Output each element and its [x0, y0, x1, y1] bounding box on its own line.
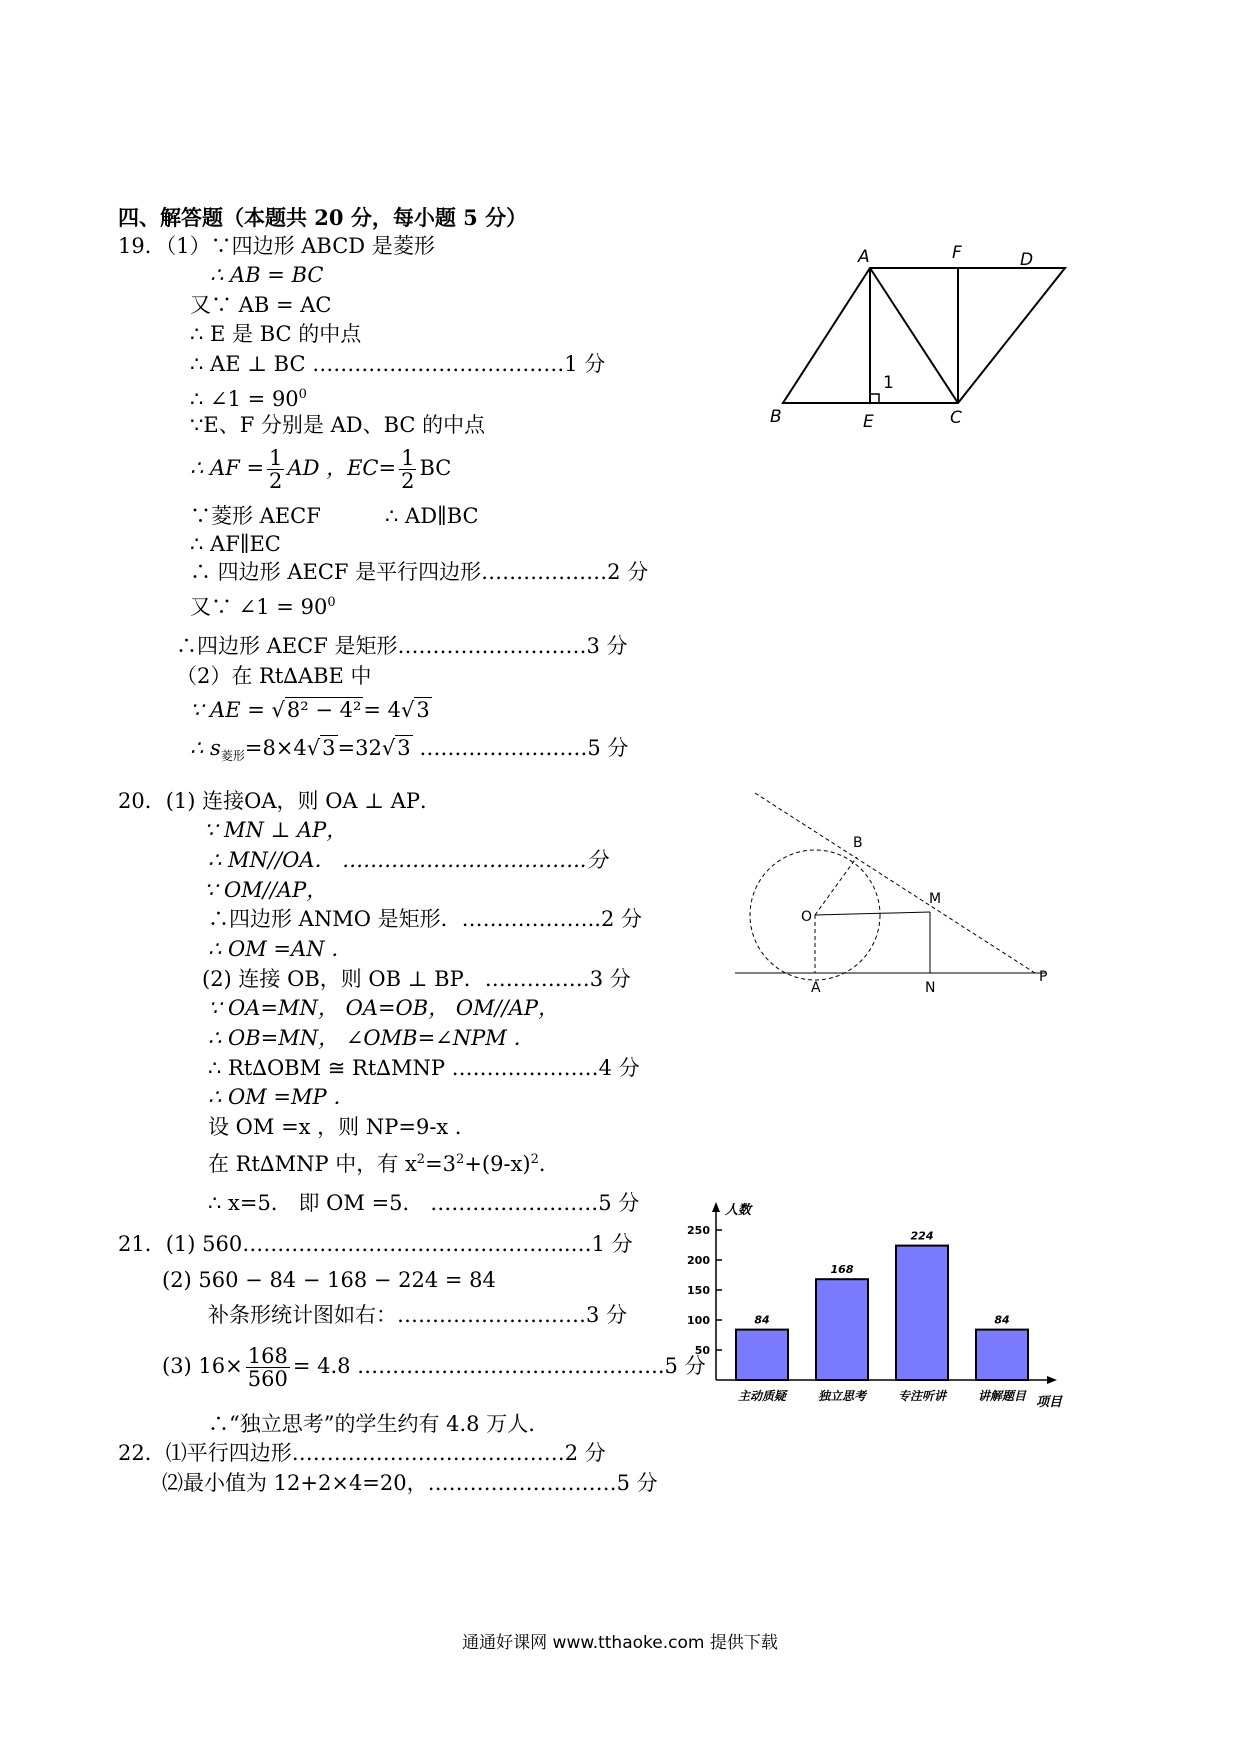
fraction [399, 447, 416, 492]
sup: 2 [530, 1152, 539, 1167]
numerator: 1 [401, 446, 415, 470]
y-tick-label: 100 [687, 1314, 710, 1327]
q20-line: ∴ MN//OA． ……………………………..分 [208, 848, 608, 872]
q20-line: ∵ OM//AP， [204, 878, 328, 902]
q19-ae: ∵ AE = [190, 698, 265, 722]
q19-line: ∵菱形 AECF [190, 504, 321, 528]
q20-line: ∴ x=5． 即 OM =5． ……………………5 分 [208, 1191, 640, 1215]
label-p: P [1039, 969, 1048, 985]
x-axis-label: 项目 [1036, 1395, 1063, 1410]
q19-line [190, 381, 307, 413]
label-angle-1: 1 [883, 373, 894, 393]
sqrt-expression: 3 [322, 736, 336, 760]
category-label: 专注听讲 [897, 1389, 947, 1403]
q20-line: (2) 连接 OB，则 OB ⊥ BP．……………3 分 [202, 967, 631, 991]
q20-eq: =3 [425, 1152, 457, 1176]
sup: 2 [456, 1152, 465, 1167]
q20-line: ∴ Rt∆OBM ≅ Rt∆MNP …………………4 分 [208, 1056, 640, 1080]
q20-line: ∵ MN ⊥ AP， [204, 818, 348, 842]
q21-expr: (3) 16× [162, 1354, 243, 1378]
q21-line: 21．(1) 560………………………………………..…1 分 [118, 1232, 633, 1256]
rhombus-shape [783, 268, 1065, 403]
q19-eq: = 4 [363, 698, 402, 722]
q19-line: 又∵ AB = AC [190, 293, 332, 317]
q19-line: ∴ AD∥BC [385, 504, 479, 528]
label-c: C [950, 408, 962, 428]
category-label: 主动质疑 [737, 1389, 787, 1403]
q19-area: =32 [337, 736, 382, 760]
q19-line: ∴ $s_{菱形}=8\times 4√3=32√3$ ……………………5 分 [190, 736, 629, 764]
y-tick-label: 150 [687, 1284, 710, 1297]
right-angle-mark [870, 394, 879, 403]
q19-ad: AD ，EC= [287, 456, 397, 480]
bar [976, 1330, 1028, 1380]
category-label: 讲解题目 [977, 1389, 1027, 1403]
label-b: B [770, 407, 782, 427]
q19-line: （2）在 Rt∆ABE 中 [176, 664, 372, 688]
y-tick-label: 50 [694, 1344, 710, 1357]
q19-angle-sup: 0 [327, 595, 336, 610]
footer-source: 通通好课网 www.tthaoke.com 提供下载 [462, 1633, 778, 1653]
q21-line: 补条形统计图如右：………………………3 分 [208, 1303, 628, 1327]
label-o: O [801, 909, 813, 925]
q19-line: ∴四边形 AECF 是矩形………………………3 分 [176, 634, 628, 658]
numerator: 1 [269, 446, 283, 470]
q19-line [190, 589, 336, 621]
bar-value-label: 224 [910, 1229, 934, 1243]
q19-line: 19．（1）∵四边形 ABCD 是菱形 [118, 234, 435, 258]
label-a: A [858, 247, 870, 267]
x-axis-arrow [1047, 1376, 1057, 1384]
y-ticks [687, 1224, 722, 1357]
q20-line: ∴四边形 ANMO 是矩形．………………..2 分 [208, 907, 642, 931]
q20-eq: ． [538, 1152, 560, 1176]
q20-line: ∴ OM =MP ． [208, 1085, 355, 1109]
numerator: 168 [247, 1344, 288, 1368]
q19-bc: BC [419, 456, 452, 480]
category-label: 独立思考 [817, 1389, 867, 1403]
label-e: E [863, 412, 874, 432]
denominator: 2 [401, 469, 415, 493]
denominator: 2 [269, 469, 283, 493]
fraction [246, 1345, 290, 1390]
bar [816, 1279, 868, 1380]
q22-line: ⑵最小值为 12+2×4=20，………………………5 分 [162, 1471, 658, 1495]
bar [736, 1330, 788, 1380]
y-tick-label: 200 [687, 1254, 710, 1267]
q19-line: ∴ AF∥EC [190, 532, 281, 556]
q20-eq: 在 Rt∆MNP 中，有 x [208, 1152, 417, 1176]
q19-line: ∴ 四边形 AECF 是平行四边形………………2 分 [190, 560, 649, 584]
label-f: F [952, 243, 962, 263]
label-d: D [1020, 250, 1034, 270]
bar-value-label: 84 [754, 1313, 770, 1327]
q20-line: ∵ OA=MN， OA=OB， OM//AP， [208, 996, 560, 1020]
q19-line: ∴ E 是 BC 的中点 [190, 322, 362, 346]
label-n: N [925, 980, 936, 995]
sqrt-expression: 3 [416, 698, 430, 722]
bar-value-label: 84 [994, 1313, 1010, 1327]
q20-line: ∴ OB=MN， ∠OMB=∠NPM ． [208, 1026, 535, 1050]
bar-value-label: 168 [830, 1263, 854, 1277]
q19-s: ∴ s [190, 736, 221, 760]
denominator: 560 [247, 1367, 288, 1391]
q19-angle-sup: 0 [298, 387, 307, 402]
sqrt-expression: 8² − 4² [286, 698, 362, 722]
label-m: M [929, 891, 942, 907]
q20-line: ∴ OM =AN ． [208, 937, 353, 961]
q19-line: ∴ AE ⊥ BC ………………………………1 分 [190, 352, 606, 376]
circle-tangent-figure [735, 785, 1055, 995]
q19-line: ∵ AE = √8² − 4²= 4√3 [190, 698, 430, 722]
q21-line [162, 1338, 706, 1394]
tangent-line-bp [755, 793, 1035, 973]
y-axis-label: 人数 [725, 1203, 752, 1218]
q21-line: (2) 560 − 84 − 168 − 224 = 84 [162, 1268, 496, 1292]
segment-om [815, 912, 930, 915]
q20-line: 20．(1) 连接OA，则 OA ⊥ AP． [118, 789, 441, 813]
y-axis-arrow [712, 1202, 720, 1212]
fraction [267, 447, 284, 492]
bar [896, 1246, 948, 1380]
q19-angle: 又∵ ∠1 = 90 [190, 595, 328, 619]
label-a: A [811, 980, 821, 995]
q19-line: ∵E、F 分别是 AD、BC 的中点 [190, 413, 486, 437]
q19-area: =8×4 [244, 736, 307, 760]
y-tick-label: 250 [687, 1224, 710, 1237]
bars [736, 1230, 1028, 1403]
q19-angle: ∴ ∠1 = 90 [190, 387, 299, 411]
segment-ob [815, 857, 857, 915]
bar-chart [680, 1196, 1075, 1416]
q20-line [208, 1146, 560, 1178]
q20-line: 设 OM =x ，则 NP=9-x ． [208, 1115, 476, 1139]
label-b: B [853, 835, 863, 851]
q19-s-sub: 菱形 [220, 749, 245, 764]
q19-score: ……………………5 分 [419, 736, 629, 760]
q22-line: 22．⑴平行四边形…………………………………2 分 [118, 1441, 606, 1465]
sup: 2 [416, 1152, 426, 1167]
section-title: 四、解答题（本题共 20 分，每小题 5 分） [118, 205, 528, 230]
q21-line: ∴“独立思考”的学生约有 4.8 万人. [208, 1412, 535, 1436]
q21-expr: = 4.8 ……………………………………..5 分 [292, 1354, 706, 1378]
q19-line [190, 440, 451, 496]
q19-line: ∴ AB = BC [210, 263, 324, 287]
sqrt-expression: 3 [397, 736, 411, 760]
q20-eq: +(9-x) [464, 1152, 531, 1176]
q19-af: ∴ AF = [190, 456, 265, 480]
